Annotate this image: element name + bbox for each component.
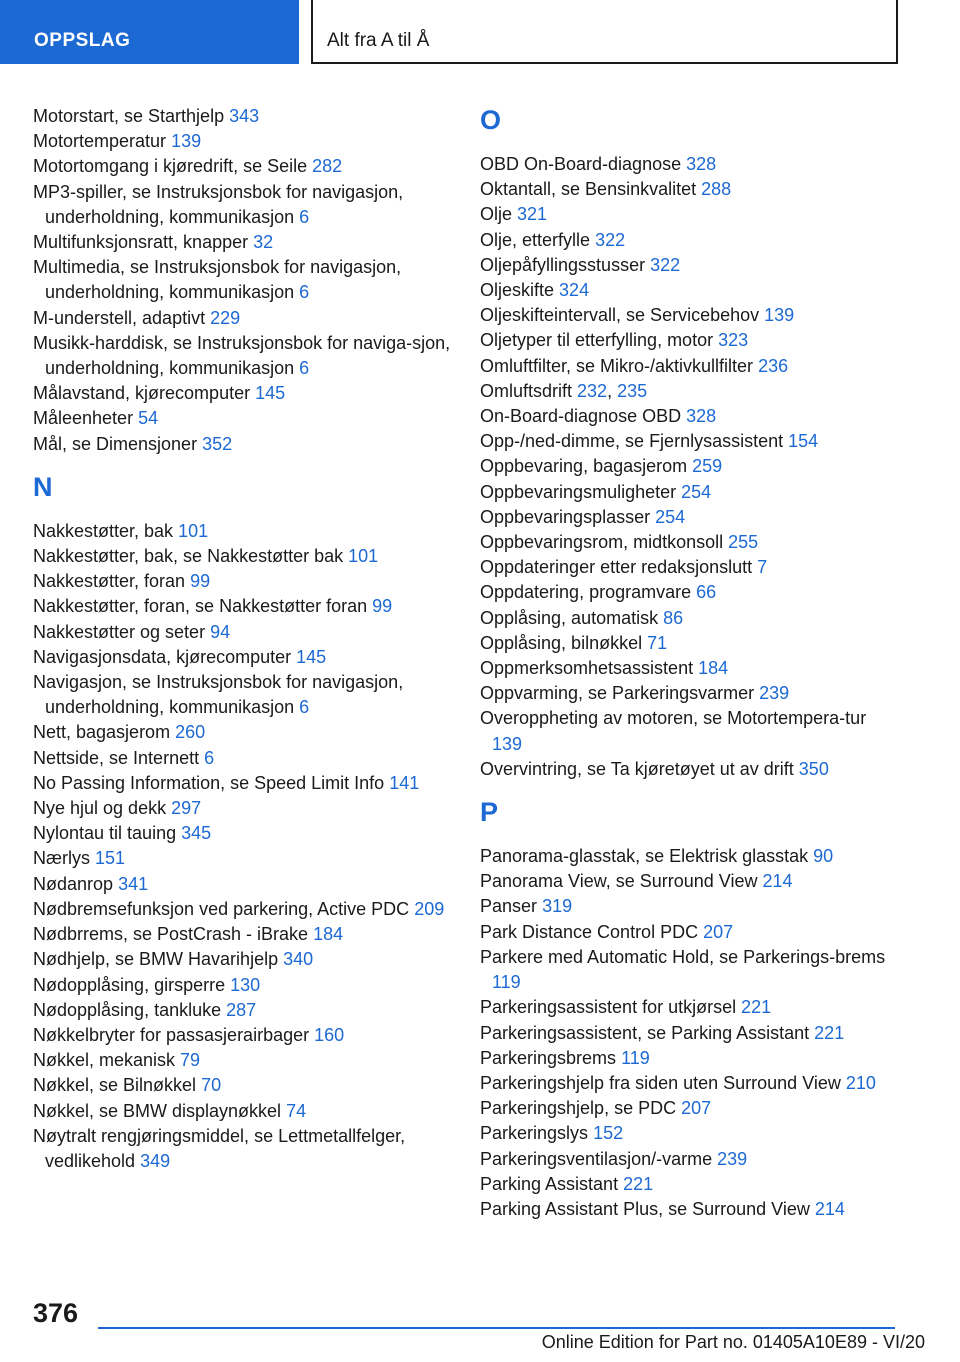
page-link[interactable]: 119 <box>492 972 521 993</box>
index-entry <box>33 720 453 745</box>
page-link[interactable]: 99 <box>372 596 393 617</box>
page-link[interactable]: 151 <box>95 848 126 869</box>
entry-text: Oljetyper til etterfylling, motor <box>480 330 714 351</box>
index-entry <box>480 1172 900 1197</box>
index-entry <box>33 771 453 796</box>
entry-text: Nødanrop <box>33 873 114 894</box>
page-link[interactable]: 154 <box>788 431 819 452</box>
entry-text: Navigasjon, se Instruksjonsbok for navigasjon, underholdning, kommunikasjon <box>33 672 404 718</box>
entry-text: Oljeskifte <box>480 280 555 301</box>
index-entry <box>480 844 900 869</box>
entry-text: Parkere med Automatic Hold, se Parkerings‐brems <box>480 946 886 967</box>
index-entry <box>480 429 900 454</box>
page-link[interactable]: 6 <box>299 282 310 303</box>
index-entry <box>480 278 900 303</box>
index-entry <box>33 846 453 871</box>
page-link[interactable]: 260 <box>175 722 206 743</box>
entry-text: Olje, etterfylle <box>480 229 591 250</box>
page-link[interactable]: 319 <box>542 896 573 917</box>
entry-text: Olje <box>480 204 513 225</box>
page-link[interactable]: 322 <box>595 229 626 250</box>
page-link[interactable]: 145 <box>296 646 327 667</box>
entry-text: Parkeringsbrems <box>480 1047 617 1068</box>
index-entry <box>33 306 453 331</box>
index-entry <box>480 580 900 605</box>
page-number: 376 <box>33 1298 79 1328</box>
index-entry <box>480 1021 900 1046</box>
page-link[interactable]: 70 <box>201 1075 222 1096</box>
entry-text: Parkeringshjelp fra siden uten Surround View <box>480 1072 841 1093</box>
entry-text: Panorama-glasstak, se Elektrisk glasstak <box>480 846 809 867</box>
entry-text: Nettside, se Internett <box>33 747 200 768</box>
index-entry <box>33 821 453 846</box>
page-link[interactable]: 229 <box>210 307 241 328</box>
page-link[interactable]: 210 <box>845 1072 876 1093</box>
entry-text: Multifunksjonsratt, knapper <box>33 232 249 253</box>
page-link[interactable]: 6 <box>299 697 310 718</box>
page-link[interactable]: 90 <box>813 846 834 867</box>
index-entry <box>480 228 900 253</box>
entry-text: Navigasjonsdata, kjørecomputer <box>33 646 292 667</box>
index-entry <box>33 1124 453 1174</box>
entry-text: Nøkkel, se Bilnøkkel <box>33 1075 197 1096</box>
index-entry <box>480 1096 900 1121</box>
page-link[interactable]: 323 <box>718 330 749 351</box>
index-entry <box>33 670 453 720</box>
entry-text: Nylontau til tauing <box>33 823 177 844</box>
entry-text: Oktantall, se Bensinkvalitet <box>480 179 697 200</box>
entry-text: Oljeskifteintervall, se Servicebehov <box>480 305 760 326</box>
entry-text: Nødhjelp, se BMW Havarihjelp <box>33 949 279 970</box>
entry-text: Park Distance Control PDC <box>480 921 699 942</box>
entry-text: Oppbevaring, bagasjerom <box>480 456 688 477</box>
entry-text: M-understell, adaptivt <box>33 307 206 328</box>
index-entry <box>33 897 453 922</box>
page-link[interactable]: 145 <box>255 383 286 404</box>
index-entry <box>33 381 453 406</box>
entry-text: Omluftfilter, se Mikro-/aktivkullfilter <box>480 355 754 376</box>
entry-text: Oppbevaringsmuligheter <box>480 481 677 502</box>
entry-text: No Passing Information, se Speed Limit Info <box>33 772 385 793</box>
index-entry <box>33 331 453 381</box>
entry-text: Nøkkelbryter for passasjerairbager <box>33 1024 310 1045</box>
index-entry <box>480 656 900 681</box>
page-link[interactable]: 101 <box>178 520 209 541</box>
page-link[interactable]: 139 <box>171 131 202 152</box>
page-link[interactable]: 221 <box>623 1173 654 1194</box>
index-entry <box>480 505 900 530</box>
index-entry <box>480 995 900 1020</box>
page-link[interactable]: 254 <box>681 481 712 502</box>
index-entry <box>33 519 453 544</box>
entry-text: Nødopplåsing, girsperre <box>33 974 226 995</box>
page-link[interactable]: 341 <box>118 873 149 894</box>
page-link[interactable]: 221 <box>741 997 772 1018</box>
index-entry <box>480 152 900 177</box>
page-link[interactable]: 139 <box>764 305 795 326</box>
page-link[interactable]: 214 <box>814 1198 845 1219</box>
entry-text: On-Board-diagnose OBD <box>480 406 682 427</box>
page-link[interactable]: 152 <box>593 1123 624 1144</box>
entry-text: Nøkkel, mekanisk <box>33 1050 176 1071</box>
edition-info: Online Edition for Part no. 01405A10E89 - VI/20 <box>541 1332 925 1352</box>
index-entry <box>480 606 900 631</box>
entry-text: Nøytralt rengjøringsmiddel, se Lettmetallfelger, vedlikehold <box>33 1125 406 1171</box>
index-entry <box>33 746 453 771</box>
entry-text: Multimedia, se Instruksjonsbok for navigasjon, underholdning, kommunikasjon <box>33 257 402 303</box>
page-link[interactable]: 207 <box>681 1098 712 1119</box>
page-link[interactable]: 6 <box>299 206 310 227</box>
index-entry <box>480 681 900 706</box>
entry-text: Oppbevaringsplasser <box>480 506 651 527</box>
page-link[interactable]: 350 <box>798 758 829 779</box>
index-entry <box>33 230 453 255</box>
index-entry <box>480 945 900 995</box>
index-letter-heading: P <box>480 797 499 828</box>
entry-text: Musikk-harddisk, se Instruksjonsbok for naviga‐sjon, underholdning, kommunikasjon <box>33 332 451 379</box>
index-entry <box>33 432 453 457</box>
page-link[interactable]: 207 <box>703 921 734 942</box>
entry-text: MP3-spiller, se Instruksjonsbok for navigasjon, underholdning, kommunikasjon <box>33 181 404 227</box>
page-link[interactable]: 94 <box>210 621 231 642</box>
index-entry <box>480 404 900 429</box>
index-entry <box>33 1048 453 1073</box>
page-link[interactable]: 221 <box>814 1022 845 1043</box>
entry-text: Oppbevaringsrom, midtkonsoll <box>480 532 724 553</box>
page-link[interactable]: 139 <box>492 733 523 754</box>
index-entry <box>480 454 900 479</box>
entry-text: Oppdatering, programvare <box>480 582 692 603</box>
page-link[interactable]: 287 <box>226 999 257 1020</box>
entry-text: Nakkestøtter og seter <box>33 621 206 642</box>
page-link[interactable]: 259 <box>692 456 723 477</box>
index-column-left <box>33 104 453 1174</box>
entry-text: Opplåsing, automatisk <box>480 607 659 628</box>
page-link[interactable]: 239 <box>759 683 790 704</box>
index-entry <box>480 530 900 555</box>
index-entry <box>480 706 900 756</box>
footer-divider <box>98 1327 895 1329</box>
entry-text: Opplåsing, bilnøkkel <box>480 632 643 653</box>
index-entry <box>33 645 453 670</box>
index-entry <box>33 594 453 619</box>
page-link[interactable]: 86 <box>663 607 684 628</box>
page-link[interactable]: 352 <box>202 433 233 454</box>
entry-text: Parkeringsassistent, se Parking Assistant <box>480 1022 810 1043</box>
entry-text: Opp-/ned-dimme, se Fjernlysassistent <box>480 431 784 452</box>
page-link[interactable]: 345 <box>181 823 212 844</box>
page-link[interactable]: 321 <box>517 204 548 225</box>
page-link[interactable]: 130 <box>230 974 261 995</box>
entry-text: Måleenheter <box>33 408 134 429</box>
index-entry <box>33 973 453 998</box>
index-entry <box>480 177 900 202</box>
index-entry <box>33 154 453 179</box>
page-link[interactable]: 254 <box>655 506 686 527</box>
page-link[interactable]: 74 <box>286 1100 307 1121</box>
index-entry <box>480 757 900 782</box>
entry-text: Nett, bagasjerom <box>33 722 171 743</box>
entry-text: Nødbrrems, se PostCrash - iBrake <box>33 924 309 945</box>
index-entry <box>33 406 453 431</box>
page-link[interactable]: 66 <box>696 582 717 603</box>
entry-text: Parkeringsventilasjon/-varme <box>480 1148 713 1169</box>
entry-text: Målavstand, kjørecomputer <box>33 383 251 404</box>
entry-text: Nakkestøtter, foran <box>33 571 186 592</box>
page-link[interactable]: 349 <box>140 1150 171 1171</box>
page-link[interactable]: 141 <box>389 772 420 793</box>
index-entry <box>480 480 900 505</box>
entry-text: Oppdateringer etter redaksjonslutt <box>480 557 753 578</box>
entry-text: Mål, se Dimensjoner <box>33 433 198 454</box>
entry-text: Omluftsdrift <box>480 380 573 401</box>
index-entry <box>480 354 900 379</box>
entry-text: Motortemperatur <box>33 131 167 152</box>
entry-text: Parking Assistant Plus, se Surround View <box>480 1198 810 1219</box>
entry-text: Motortomgang i kjøredrift, se Seile <box>33 156 308 177</box>
page-link[interactable]: 214 <box>762 871 793 892</box>
index-entry <box>33 104 453 129</box>
index-letter-heading: N <box>33 471 53 502</box>
chapter-header <box>311 0 898 64</box>
page-link[interactable]: 160 <box>314 1024 345 1045</box>
page-link[interactable]: 288 <box>701 179 732 200</box>
index-entry <box>480 1071 900 1096</box>
page-link[interactable]: 239 <box>717 1148 748 1169</box>
entry-text: Nakkestøtter, foran, se Nakkestøtter foran <box>33 596 368 617</box>
index-entry <box>480 555 900 580</box>
entry-text: Nakkestøtter, bak, se Nakkestøtter bak <box>33 546 344 567</box>
page-link[interactable]: 184 <box>313 924 344 945</box>
index-entry <box>480 1046 900 1071</box>
page-link[interactable]: 297 <box>171 798 202 819</box>
section-tab <box>0 0 299 64</box>
index-entry <box>480 894 900 919</box>
index-letter-heading: O <box>480 105 502 135</box>
index-entry <box>480 1147 900 1172</box>
entry-text: Nye hjul og dekk <box>33 798 167 819</box>
index-entry <box>480 303 900 328</box>
index-entry <box>33 180 453 230</box>
index-entry <box>480 920 900 945</box>
page-link[interactable]: 101 <box>348 546 379 567</box>
index-entry <box>33 1023 453 1048</box>
entry-text: Nærlys <box>33 848 90 869</box>
entry-text: Parkeringsassistent for utkjørsel <box>480 997 737 1018</box>
index-entry <box>33 1099 453 1124</box>
entry-text: OBD On-Board-diagnose <box>480 154 682 174</box>
index-entry <box>33 129 453 154</box>
index-entry <box>480 202 900 227</box>
index-entry <box>480 328 900 353</box>
entry-text: Parking Assistant <box>480 1173 619 1194</box>
entry-text: Parkeringshjelp, se PDC <box>480 1098 677 1119</box>
entry-text: Nøkkel, se BMW displaynøkkel <box>33 1100 282 1121</box>
entry-text: Parkeringslys <box>480 1123 589 1144</box>
page-link[interactable]: 119 <box>621 1047 650 1068</box>
entry-text: Oppvarming, se Parkeringsvarmer <box>480 683 755 704</box>
index-entry <box>480 1197 900 1222</box>
index-entry <box>33 947 453 972</box>
entry-text: Motorstart, se Starthjelp <box>33 106 225 126</box>
entry-text: Panser <box>480 896 538 917</box>
index-entry <box>33 872 453 897</box>
index-column-right <box>480 104 900 1222</box>
section-label: OPPSLAG <box>34 30 131 51</box>
page-link[interactable]: 71 <box>647 632 668 653</box>
chapter-title: Alt fra A til Å <box>327 30 430 51</box>
page-link[interactable]: 236 <box>758 355 789 376</box>
page-link[interactable]: 32 <box>253 232 274 253</box>
index-entry <box>480 631 900 656</box>
index-entry <box>33 998 453 1023</box>
page-link[interactable]: 282 <box>312 156 343 177</box>
entry-text: Panorama View, se Surround View <box>480 871 758 892</box>
page-link[interactable]: 343 <box>229 106 260 126</box>
page-link[interactable]: 232 <box>577 380 608 401</box>
page-link[interactable]: 6 <box>299 358 310 379</box>
page-link[interactable]: 54 <box>138 408 159 429</box>
index-entry <box>480 869 900 894</box>
entry-text: Overoppheting av motoren, se Motortempera‐tur <box>480 708 867 729</box>
index-entry <box>480 1121 900 1146</box>
page-link[interactable]: 328 <box>686 406 717 427</box>
page-link[interactable]: 322 <box>650 254 681 275</box>
page-link[interactable]: 324 <box>559 280 590 301</box>
page-link[interactable]: 99 <box>190 571 211 592</box>
page-link[interactable]: 328 <box>686 154 717 174</box>
entry-text: Oljepåfyllingsstusser <box>480 254 646 275</box>
index-entry <box>33 544 453 569</box>
entry-text: Overvintring, se Ta kjøretøyet ut av drift <box>480 758 794 779</box>
entry-text: Nakkestøtter, bak <box>33 520 174 541</box>
index-entry <box>480 253 900 278</box>
index-entry <box>33 620 453 645</box>
entry-text: Nødbremsefunksjon ved parkering, Active PDC <box>33 898 410 919</box>
index-entry <box>33 1073 453 1098</box>
index-entry <box>33 569 453 594</box>
index-entry <box>33 796 453 821</box>
page-link[interactable]: 209 <box>414 898 445 919</box>
index-entry <box>33 255 453 305</box>
page-link[interactable]: 255 <box>728 532 759 553</box>
page-link[interactable]: 6 <box>204 747 215 768</box>
page-link[interactable]: 235 <box>617 380 648 401</box>
page-link[interactable]: 79 <box>180 1050 201 1071</box>
entry-text: Nødopplåsing, tankluke <box>33 999 222 1020</box>
entry-text: Oppmerksomhetsassistent <box>480 658 694 679</box>
index-entry <box>33 922 453 947</box>
page-link[interactable]: 340 <box>283 949 314 970</box>
page-link[interactable]: 7 <box>757 557 768 578</box>
page-link[interactable]: 184 <box>698 658 729 679</box>
index-entry: Omluftsdrift 232, 235 <box>480 380 648 401</box>
